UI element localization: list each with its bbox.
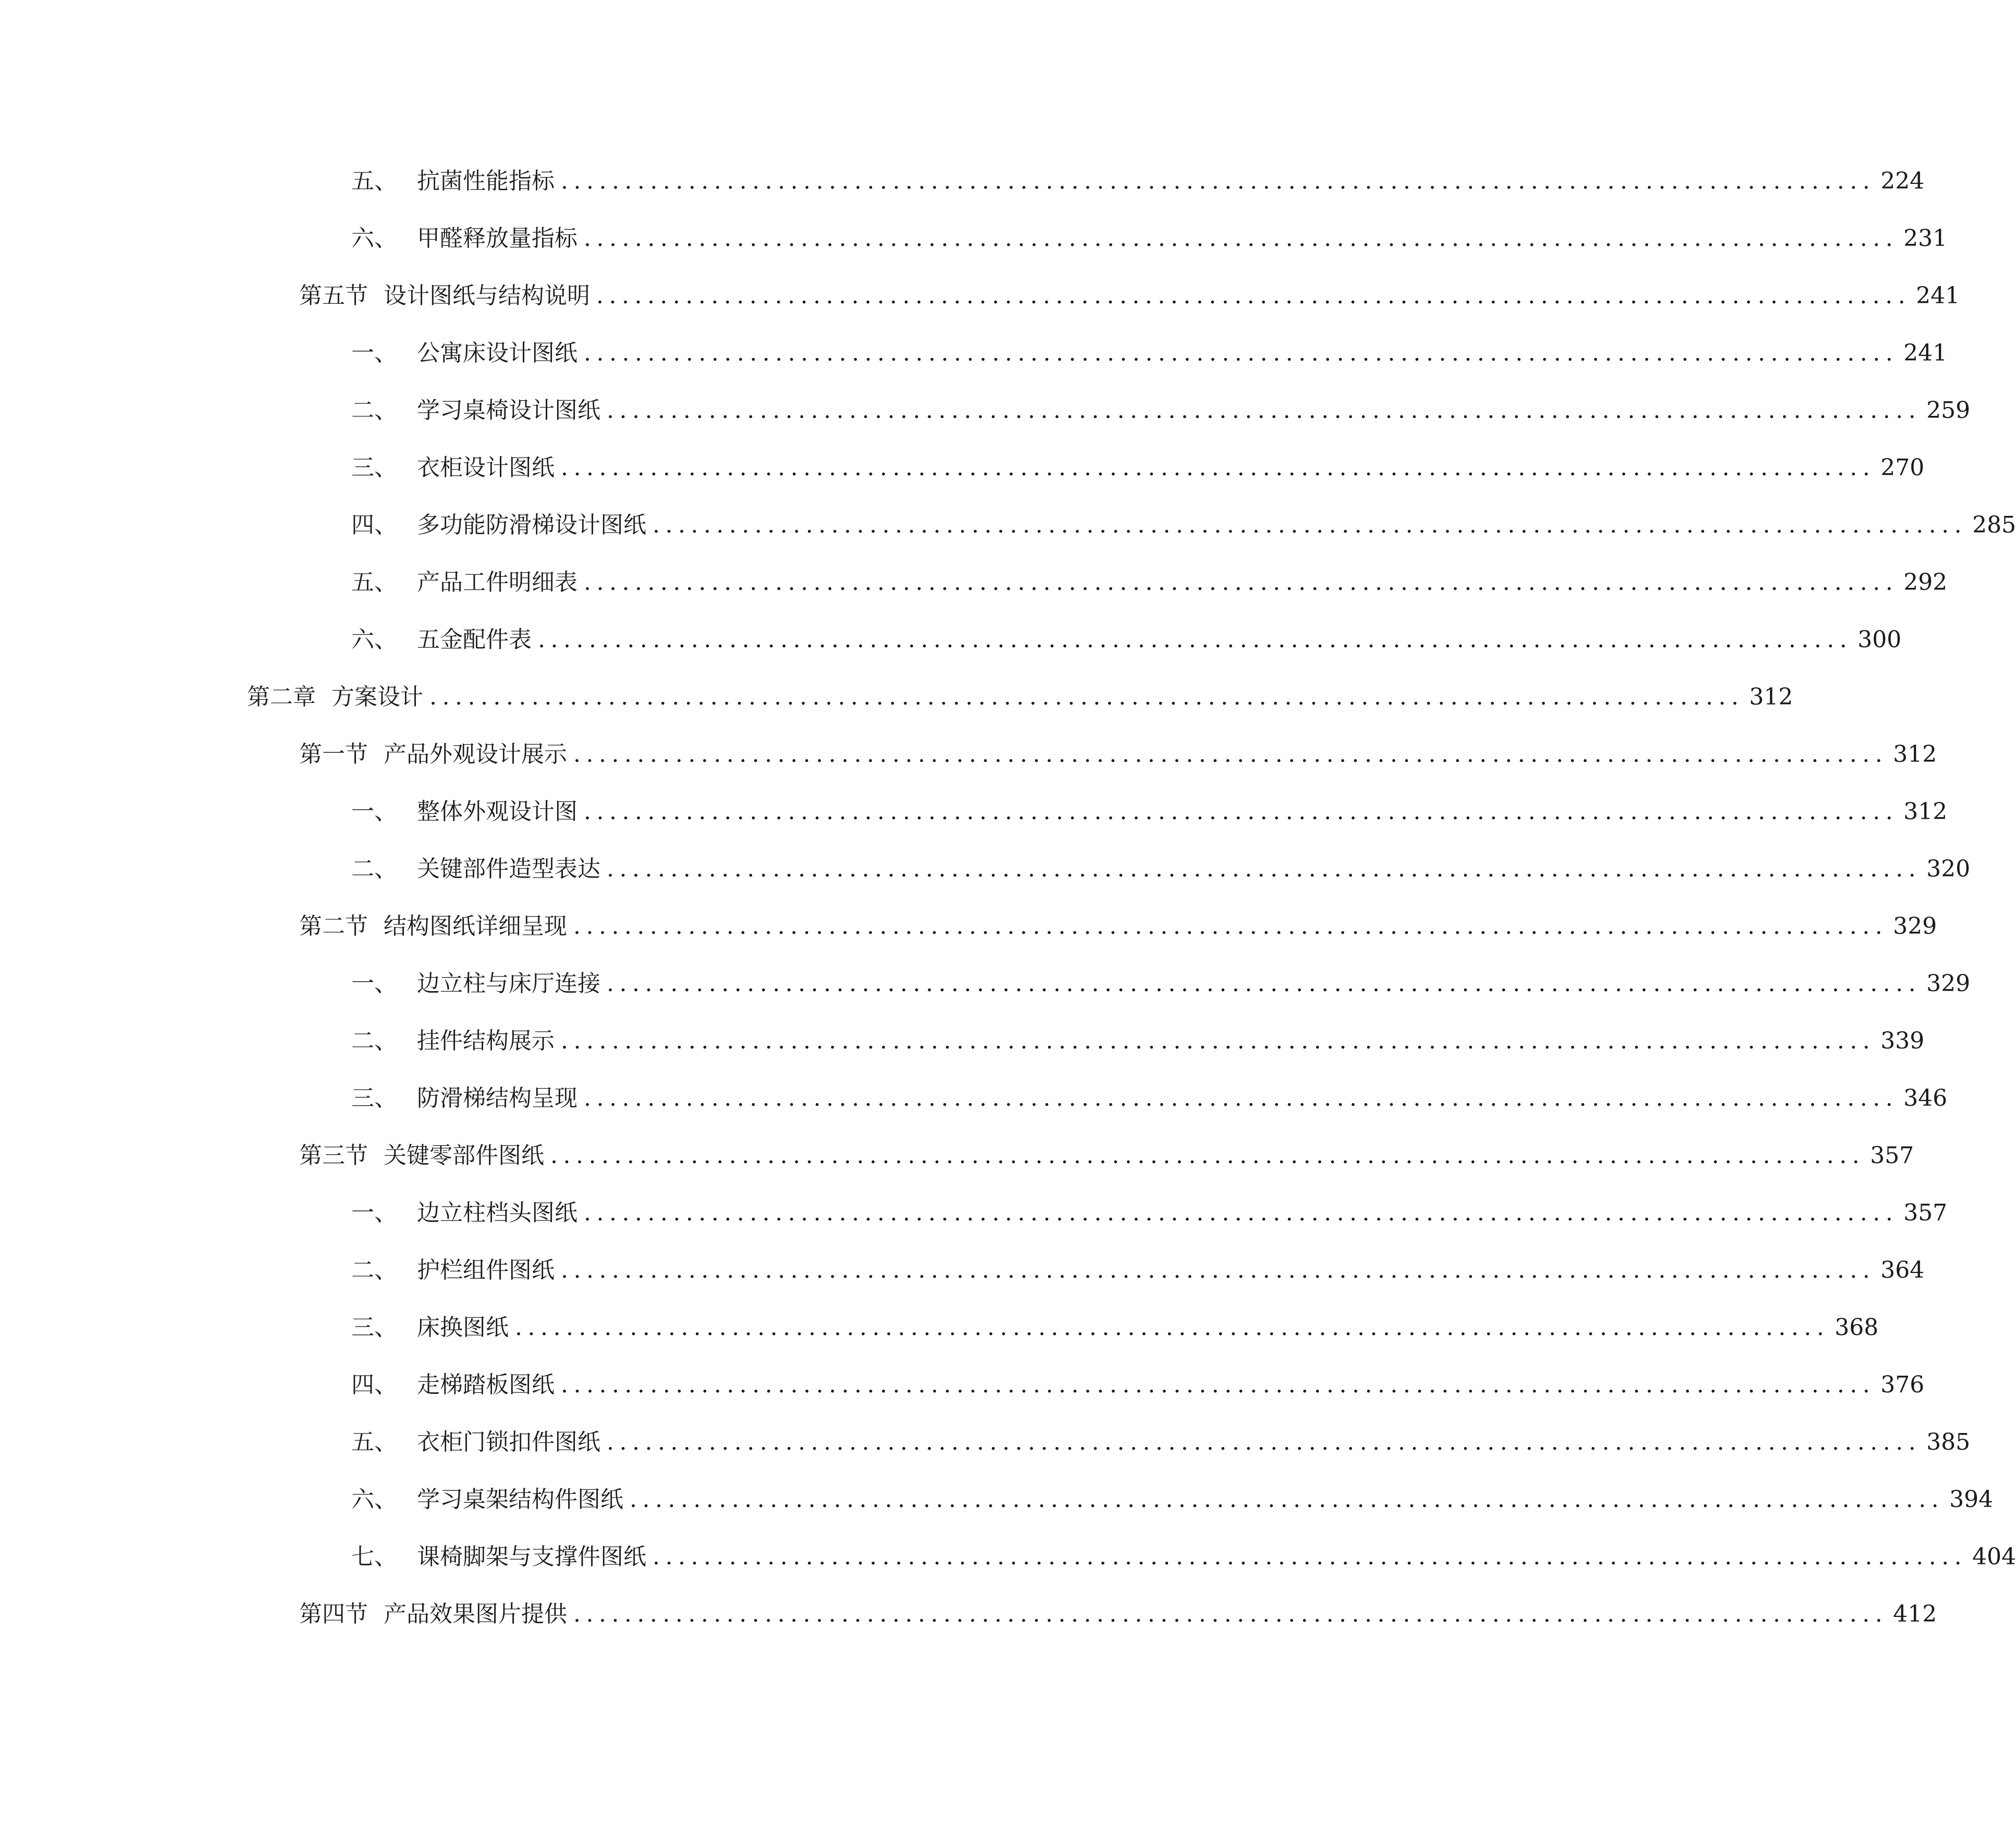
dot-leader: ....................................................................................................... [538, 626, 1853, 653]
toc-entry[interactable] [299, 739, 1937, 770]
entry-title: 整体外观设计图 [417, 798, 577, 825]
page-number: 285 [1972, 512, 2016, 538]
entry-number: 六、 [351, 1486, 397, 1513]
dot-leader: ....................................................................................................... [607, 856, 1922, 882]
toc-entry[interactable] [351, 395, 1971, 426]
entry-title: 公寓床设计图纸 [417, 340, 577, 366]
toc-entry[interactable] [351, 567, 1948, 598]
entry-number: 第二章 [247, 684, 316, 710]
entry-title: 产品效果图片提供 [384, 1601, 567, 1627]
dot-leader: ....................................................................................................... [584, 569, 1899, 596]
entry-title: 方案设计 [331, 684, 423, 710]
page-number: 300 [1858, 626, 1902, 653]
entry-number: 二、 [351, 397, 397, 424]
dot-leader: ....................................................................................................... [630, 1486, 1945, 1513]
entry-number: 七、 [351, 1543, 397, 1570]
entry-number: 第一节 [299, 741, 368, 768]
dot-leader: ....................................................................................................... [596, 282, 1911, 309]
dot-leader: ....................................................................................................... [550, 1142, 1865, 1169]
toc-entry[interactable] [247, 682, 1793, 713]
entry-title: 床换图纸 [417, 1314, 509, 1341]
entry-number: 第四节 [299, 1601, 368, 1627]
toc-entry[interactable] [351, 452, 1925, 484]
page-number: 224 [1880, 168, 1925, 194]
page-number: 312 [1749, 684, 1793, 710]
entry-title: 抗菌性能指标 [417, 168, 555, 194]
toc-entry[interactable] [299, 1599, 1937, 1630]
page-number: 259 [1926, 397, 1971, 424]
dot-leader: ....................................................................................................... [584, 340, 1899, 366]
page-number: 364 [1880, 1257, 1925, 1283]
dot-leader: ....................................................................................................... [561, 454, 1876, 481]
dot-leader: ....................................................................................................... [561, 1257, 1876, 1283]
entry-number: 二、 [351, 856, 397, 882]
toc-entry[interactable] [351, 1255, 1925, 1286]
entry-number: 一、 [351, 798, 397, 825]
entry-title: 多功能防滑梯设计图纸 [417, 512, 646, 538]
toc-entry[interactable] [351, 338, 1948, 369]
entry-title: 学习桌椅设计图纸 [417, 397, 600, 424]
toc-entry[interactable] [351, 510, 2016, 541]
toc-entry[interactable] [351, 1484, 1994, 1515]
entry-number: 三、 [351, 1314, 397, 1341]
entry-number: 第二节 [299, 913, 368, 940]
page-number: 412 [1893, 1601, 1937, 1627]
entry-title: 边立柱与床厅连接 [417, 970, 600, 997]
toc-entry[interactable] [351, 796, 1948, 827]
dot-leader: ....................................................................................................... [584, 1085, 1899, 1111]
dot-leader: ....................................................................................................... [584, 225, 1899, 252]
entry-number: 一、 [351, 1200, 397, 1226]
entry-number: 五、 [351, 1429, 397, 1455]
toc-entry[interactable] [299, 280, 1960, 312]
dot-leader: ....................................................................................................... [573, 1601, 1888, 1627]
page-number: 241 [1916, 282, 1960, 309]
entry-title: 结构图纸详细呈现 [384, 913, 567, 940]
dot-leader: ....................................................................................................... [515, 1314, 1830, 1341]
dot-leader: ....................................................................................................... [561, 1028, 1876, 1054]
page-number: 329 [1893, 913, 1937, 940]
page-number: 357 [1870, 1142, 1914, 1169]
entry-number: 第三节 [299, 1142, 368, 1169]
dot-leader: ....................................................................................................... [653, 512, 1968, 538]
entry-number: 二、 [351, 1028, 397, 1054]
page-number: 376 [1880, 1372, 1925, 1398]
entry-number: 第五节 [299, 282, 368, 309]
entry-title: 五金配件表 [417, 626, 532, 653]
entry-title: 产品外观设计展示 [384, 741, 567, 768]
entry-title: 防滑梯结构呈现 [417, 1085, 577, 1111]
entry-number: 三、 [351, 454, 397, 481]
entry-title: 衣柜设计图纸 [417, 454, 555, 481]
toc-entry[interactable] [299, 1140, 1914, 1171]
entry-number: 五、 [351, 168, 397, 194]
entry-number: 六、 [351, 225, 397, 252]
page-number: 339 [1880, 1028, 1925, 1054]
dot-leader: ....................................................................................................... [561, 1372, 1876, 1398]
dot-leader: ....................................................................................................... [573, 913, 1888, 940]
dot-leader: ....................................................................................................... [561, 168, 1876, 194]
page-number: 346 [1903, 1085, 1948, 1111]
entry-title: 衣柜门锁扣件图纸 [417, 1429, 600, 1455]
entry-title: 挂件结构展示 [417, 1028, 555, 1054]
page-number: 394 [1949, 1486, 1994, 1513]
dot-leader: ....................................................................................................... [607, 1429, 1922, 1455]
dot-leader: ....................................................................................................... [607, 397, 1922, 424]
toc-entry[interactable] [351, 1197, 1948, 1229]
entry-number: 六、 [351, 626, 397, 653]
page-number: 404 [1972, 1543, 2016, 1570]
entry-title: 关键部件造型表达 [417, 856, 600, 882]
toc-entry[interactable] [351, 1312, 1879, 1343]
toc-entry[interactable] [351, 624, 1902, 656]
entry-number: 一、 [351, 340, 397, 366]
entry-number: 四、 [351, 1372, 397, 1398]
page-number: 385 [1926, 1429, 1971, 1455]
page-number: 270 [1880, 454, 1925, 481]
entry-title: 学习桌架结构件图纸 [417, 1486, 623, 1513]
page-number: 368 [1835, 1314, 1879, 1341]
dot-leader: ....................................................................................................... [584, 798, 1899, 825]
page-number: 312 [1903, 798, 1948, 825]
page-number: 312 [1893, 741, 1937, 768]
dot-leader: ....................................................................................................... [653, 1543, 1968, 1570]
toc-entry[interactable] [351, 1369, 1925, 1401]
toc-entry[interactable] [351, 1026, 1925, 1057]
page-number: 357 [1903, 1200, 1948, 1226]
entry-title: 甲醛释放量指标 [417, 225, 577, 252]
entry-title: 走梯踏板图纸 [417, 1372, 555, 1398]
toc-entry[interactable] [351, 854, 1971, 885]
entry-title: 设计图纸与结构说明 [384, 282, 590, 309]
entry-number: 二、 [351, 1257, 397, 1283]
entry-number: 四、 [351, 512, 397, 538]
toc-entry[interactable] [351, 166, 1925, 197]
toc-entry[interactable] [351, 223, 1948, 254]
entry-title: 关键零部件图纸 [384, 1142, 544, 1169]
toc-entry[interactable] [351, 1083, 1948, 1114]
dot-leader: ....................................................................................................... [584, 1200, 1899, 1226]
dot-leader: ....................................................................................................... [607, 970, 1922, 997]
entry-title: 护栏组件图纸 [417, 1257, 555, 1283]
page-number: 231 [1903, 225, 1948, 252]
entry-number: 五、 [351, 569, 397, 596]
entry-number: 三、 [351, 1085, 397, 1111]
entry-title: 课椅脚架与支撑件图纸 [417, 1543, 646, 1570]
dot-leader: ....................................................................................................... [429, 684, 1744, 710]
toc-entry[interactable] [351, 968, 1971, 999]
toc-entry[interactable] [351, 1427, 1971, 1458]
page-number: 329 [1926, 970, 1971, 997]
dot-leader: ....................................................................................................... [573, 741, 1888, 768]
entry-title: 产品工件明细表 [417, 569, 577, 596]
page-number: 241 [1903, 340, 1948, 366]
toc-entry[interactable] [299, 911, 1937, 942]
entry-number: 一、 [351, 970, 397, 997]
entry-title: 边立柱档头图纸 [417, 1200, 577, 1226]
toc-entry[interactable] [351, 1541, 2016, 1573]
page-number: 292 [1903, 569, 1948, 596]
page-number: 320 [1926, 856, 1971, 882]
